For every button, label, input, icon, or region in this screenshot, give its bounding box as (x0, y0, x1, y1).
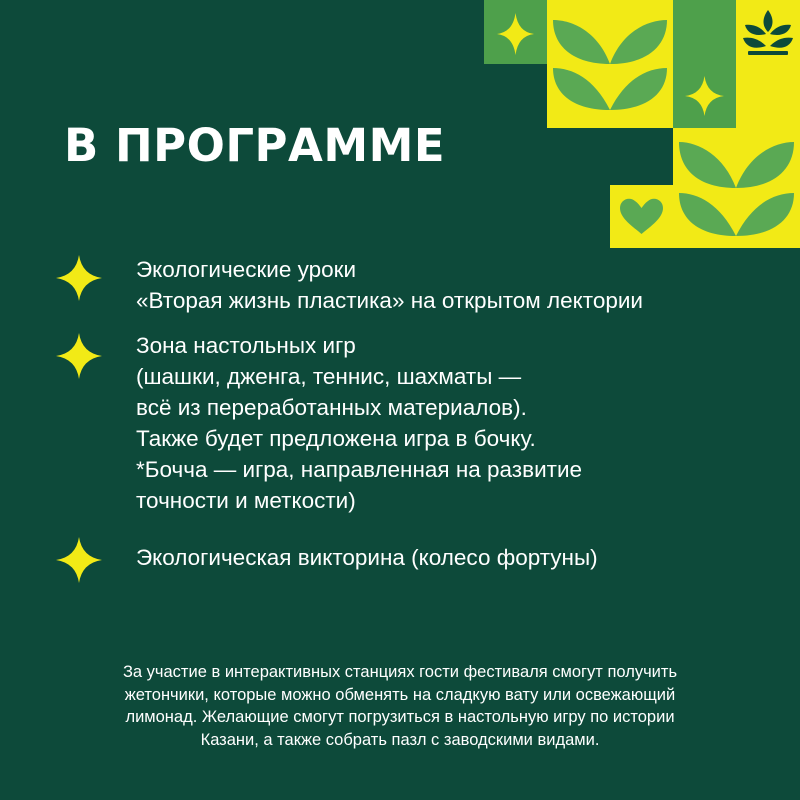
decor-tile-green-small (673, 0, 736, 64)
decor-tile-logo (736, 0, 800, 64)
footnote-line: лимонад. Желающие смогут погрузиться в настольную игру по истории (125, 708, 675, 726)
decor-tile-sparkle-green-2 (673, 64, 736, 128)
list-item-line: (шашки, дженга, теннис, шахматы — (136, 364, 522, 389)
sparkle-icon (54, 535, 104, 585)
sparkle-icon (54, 253, 104, 303)
list-item-line: точности и меткости) (136, 488, 356, 513)
decor-tile-sprout-large (547, 0, 673, 128)
list-item-line: Также будет предложена игра в бочку. (136, 426, 536, 451)
list-item-line: *Бочча — игра, направленная на развитие (136, 457, 583, 482)
list-item-line: Зона настольных игр (136, 333, 356, 358)
list-item-eco-quiz (136, 542, 598, 573)
decor-tile-sprout-large-2 (673, 128, 800, 248)
decor-tile-heart (610, 185, 673, 248)
decor-tile-yellow-small (736, 64, 800, 128)
list-item-line: всё из переработанных материалов). (136, 395, 527, 420)
footnote-line: За участие в интерактивных станциях гости фестиваля смогут получить (122, 663, 678, 681)
list-item-line: Экологическая викторина (колесо фортуны) (136, 545, 598, 570)
list-item-eco-lessons (136, 254, 643, 316)
sparkle-icon (54, 331, 104, 381)
list-item-board-games (136, 330, 582, 516)
list-item-line: «Вторая жизнь пластика» на открытом лектории (136, 288, 643, 313)
footnote-line: жетончики, которые можно обменять на сладкую вату или освежающий (124, 685, 676, 704)
footnote-line: Казани, а также собрать пазл с заводскими видами. (200, 730, 600, 749)
page-title: В ПРОГРАММЕ (64, 119, 446, 172)
list-item-line: Экологические уроки (136, 257, 357, 282)
footnote (70, 661, 730, 751)
decor-tile-sparkle-green (484, 0, 547, 64)
